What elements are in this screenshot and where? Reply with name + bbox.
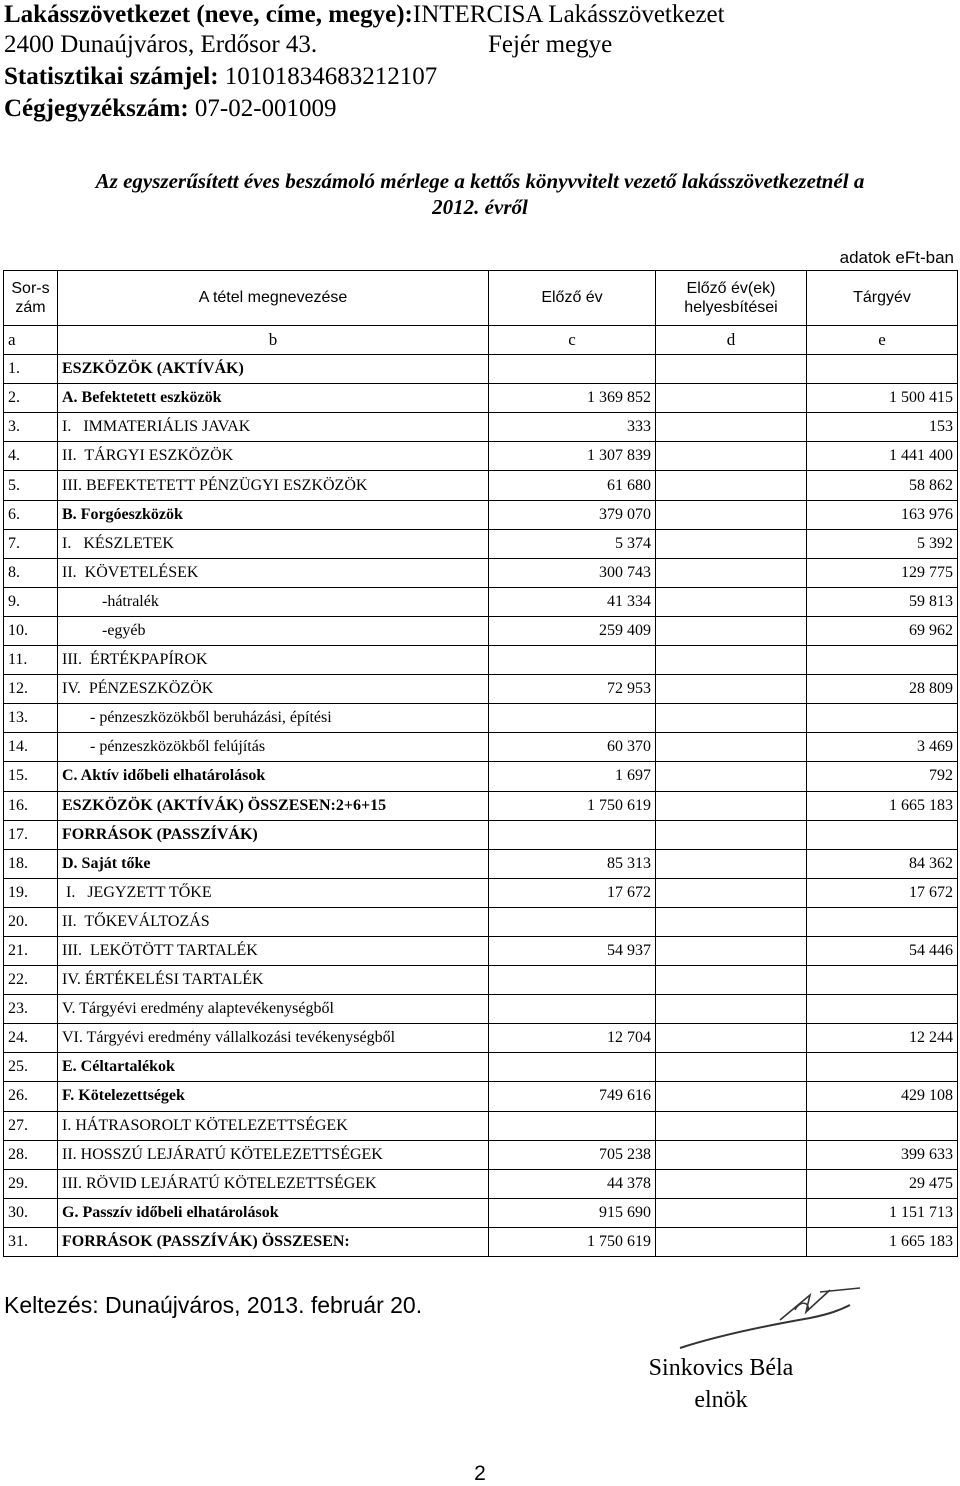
row-prev-year: 17 672 bbox=[489, 878, 656, 907]
row-corrections bbox=[656, 471, 807, 500]
row-corrections bbox=[656, 1082, 807, 1111]
row-label: -hátralék bbox=[58, 587, 489, 616]
row-corrections bbox=[656, 791, 807, 820]
row-number: 10. bbox=[4, 616, 58, 645]
table-row bbox=[4, 762, 958, 791]
row-prev-year: 333 bbox=[489, 413, 656, 442]
title-line-2: 2012. évről bbox=[432, 195, 528, 219]
row-current-year bbox=[807, 704, 958, 733]
signer-name: Sinkovics Béla bbox=[648, 1355, 794, 1381]
row-corrections bbox=[656, 1169, 807, 1198]
cooperative-label: Lakásszövetkezet (neve, címe, megye): bbox=[4, 1, 413, 28]
column-letters-row bbox=[4, 326, 958, 355]
address: 2400 Dunaújváros, Erdősor 43. bbox=[4, 31, 318, 58]
row-prev-year bbox=[489, 995, 656, 1024]
row-current-year bbox=[807, 820, 958, 849]
row-number: 7. bbox=[4, 529, 58, 558]
row-prev-year: 60 370 bbox=[489, 733, 656, 762]
table-header-row bbox=[4, 271, 958, 326]
row-current-year bbox=[807, 966, 958, 995]
row-corrections bbox=[656, 1227, 807, 1256]
row-current-year: 69 962 bbox=[807, 616, 958, 645]
row-number: 30. bbox=[4, 1198, 58, 1227]
row-number: 22. bbox=[4, 966, 58, 995]
row-number: 11. bbox=[4, 646, 58, 675]
row-number: 12. bbox=[4, 675, 58, 704]
row-label: II. KÖVETELÉSEK bbox=[58, 558, 489, 587]
table-row bbox=[4, 1198, 958, 1227]
row-corrections bbox=[656, 384, 807, 413]
table-row bbox=[4, 733, 958, 762]
stat-id-label: Statisztikai számjel: bbox=[4, 63, 219, 90]
row-prev-year: 379 070 bbox=[489, 500, 656, 529]
col-header-curr: Tárgyév bbox=[807, 271, 958, 326]
row-prev-year: 1 750 619 bbox=[489, 1227, 656, 1256]
table-row bbox=[4, 995, 958, 1024]
dated-line: Keltezés: Dunaújváros, 2013. február 20. bbox=[4, 1292, 423, 1318]
col-header-prev: Előző év bbox=[489, 271, 656, 326]
row-prev-year: 749 616 bbox=[489, 1082, 656, 1111]
row-label: D. Saját tőke bbox=[58, 849, 489, 878]
row-label: II. TÁRGYI ESZKÖZÖK bbox=[58, 442, 489, 471]
table-row bbox=[4, 384, 958, 413]
row-prev-year bbox=[489, 966, 656, 995]
row-number: 20. bbox=[4, 907, 58, 936]
letter-e: e bbox=[807, 326, 958, 355]
row-corrections bbox=[656, 1024, 807, 1053]
row-current-year bbox=[807, 646, 958, 675]
document-title bbox=[0, 168, 960, 220]
row-label: -egyéb bbox=[58, 616, 489, 645]
row-prev-year: 1 369 852 bbox=[489, 384, 656, 413]
row-prev-year: 72 953 bbox=[489, 675, 656, 704]
row-corrections bbox=[656, 675, 807, 704]
row-label: F. Kötelezettségek bbox=[58, 1082, 489, 1111]
row-current-year: 163 976 bbox=[807, 500, 958, 529]
row-number: 2. bbox=[4, 384, 58, 413]
table-row bbox=[4, 1024, 958, 1053]
letter-d: d bbox=[656, 326, 807, 355]
table-row bbox=[4, 675, 958, 704]
row-prev-year: 1 307 839 bbox=[489, 442, 656, 471]
table-row bbox=[4, 413, 958, 442]
row-number: 19. bbox=[4, 878, 58, 907]
row-current-year: 17 672 bbox=[807, 878, 958, 907]
row-corrections bbox=[656, 1111, 807, 1140]
row-prev-year: 41 334 bbox=[489, 587, 656, 616]
row-number: 18. bbox=[4, 849, 58, 878]
table-row bbox=[4, 820, 958, 849]
row-current-year bbox=[807, 355, 958, 384]
row-number: 8. bbox=[4, 558, 58, 587]
row-label: B. Forgóeszközök bbox=[58, 500, 489, 529]
row-number: 24. bbox=[4, 1024, 58, 1053]
row-number: 21. bbox=[4, 936, 58, 965]
row-label: FORRÁSOK (PASSZÍVÁK) bbox=[58, 820, 489, 849]
table-row bbox=[4, 558, 958, 587]
row-prev-year: 61 680 bbox=[489, 471, 656, 500]
page-number: 2 bbox=[474, 1462, 486, 1485]
signer-title: elnök bbox=[694, 1387, 748, 1413]
row-current-year: 59 813 bbox=[807, 587, 958, 616]
row-label: - pénzeszközökből beruházási, építési bbox=[58, 704, 489, 733]
row-label: I. IMMATERIÁLIS JAVAK bbox=[58, 413, 489, 442]
row-prev-year bbox=[489, 704, 656, 733]
table-row bbox=[4, 791, 958, 820]
row-prev-year: 1 750 619 bbox=[489, 791, 656, 820]
header-line-address bbox=[4, 30, 613, 60]
header-line-stat-id bbox=[4, 62, 437, 92]
row-current-year bbox=[807, 1111, 958, 1140]
row-label: ESZKÖZÖK (AKTÍVÁK) ÖSSZESEN:2+6+15 bbox=[58, 791, 489, 820]
row-current-year: 28 809 bbox=[807, 675, 958, 704]
row-corrections bbox=[656, 936, 807, 965]
row-corrections bbox=[656, 413, 807, 442]
letter-c: c bbox=[489, 326, 656, 355]
row-number: 16. bbox=[4, 791, 58, 820]
row-prev-year: 705 238 bbox=[489, 1140, 656, 1169]
table-row bbox=[4, 500, 958, 529]
row-current-year bbox=[807, 907, 958, 936]
row-label: I. KÉSZLETEK bbox=[58, 529, 489, 558]
row-current-year bbox=[807, 1053, 958, 1082]
row-current-year bbox=[807, 995, 958, 1024]
row-corrections bbox=[656, 558, 807, 587]
row-number: 6. bbox=[4, 500, 58, 529]
row-current-year: 1 665 183 bbox=[807, 791, 958, 820]
row-number: 25. bbox=[4, 1053, 58, 1082]
row-corrections bbox=[656, 733, 807, 762]
row-number: 15. bbox=[4, 762, 58, 791]
row-corrections bbox=[656, 646, 807, 675]
table-row bbox=[4, 1140, 958, 1169]
row-corrections bbox=[656, 442, 807, 471]
row-corrections bbox=[656, 849, 807, 878]
col-header-sorszam: Sor-szám bbox=[4, 271, 58, 326]
row-current-year: 3 469 bbox=[807, 733, 958, 762]
row-corrections bbox=[656, 500, 807, 529]
row-current-year: 129 775 bbox=[807, 558, 958, 587]
row-number: 28. bbox=[4, 1140, 58, 1169]
row-current-year: 153 bbox=[807, 413, 958, 442]
table-row bbox=[4, 966, 958, 995]
company-reg-label: Cégjegyzékszám: bbox=[4, 95, 189, 122]
row-label: ESZKÖZÖK (AKTÍVÁK) bbox=[58, 355, 489, 384]
row-prev-year bbox=[489, 1111, 656, 1140]
row-label: FORRÁSOK (PASSZÍVÁK) ÖSSZESEN: bbox=[58, 1227, 489, 1256]
table-row bbox=[4, 849, 958, 878]
row-current-year: 54 446 bbox=[807, 936, 958, 965]
row-label: C. Aktív időbeli elhatárolások bbox=[58, 762, 489, 791]
row-label: IV. PÉNZESZKÖZÖK bbox=[58, 675, 489, 704]
row-number: 1. bbox=[4, 355, 58, 384]
row-label: IV. ÉRTÉKELÉSI TARTALÉK bbox=[58, 966, 489, 995]
row-corrections bbox=[656, 529, 807, 558]
row-prev-year: 12 704 bbox=[489, 1024, 656, 1053]
row-number: 13. bbox=[4, 704, 58, 733]
row-prev-year: 85 313 bbox=[489, 849, 656, 878]
row-label: I. HÁTRASOROLT KÖTELEZETTSÉGEK bbox=[58, 1111, 489, 1140]
cooperative-name: INTERCISA Lakásszövetkezet bbox=[412, 1, 725, 28]
row-label: III. RÖVID LEJÁRATÚ KÖTELEZETTSÉGEK bbox=[58, 1169, 489, 1198]
row-corrections bbox=[656, 587, 807, 616]
row-current-year: 1 500 415 bbox=[807, 384, 958, 413]
row-prev-year bbox=[489, 646, 656, 675]
table-row bbox=[4, 616, 958, 645]
row-corrections bbox=[656, 995, 807, 1024]
row-number: 14. bbox=[4, 733, 58, 762]
row-prev-year: 1 697 bbox=[489, 762, 656, 791]
row-prev-year: 915 690 bbox=[489, 1198, 656, 1227]
table-row bbox=[4, 471, 958, 500]
letter-a: a bbox=[4, 326, 58, 355]
row-label: V. Tárgyévi eredmény alaptevékenységből bbox=[58, 995, 489, 1024]
table-row bbox=[4, 529, 958, 558]
row-label: I. JEGYZETT TŐKE bbox=[58, 878, 489, 907]
row-prev-year: 44 378 bbox=[489, 1169, 656, 1198]
row-current-year: 429 108 bbox=[807, 1082, 958, 1111]
row-current-year: 5 392 bbox=[807, 529, 958, 558]
row-prev-year: 300 743 bbox=[489, 558, 656, 587]
row-corrections bbox=[656, 1198, 807, 1227]
row-current-year: 792 bbox=[807, 762, 958, 791]
row-number: 3. bbox=[4, 413, 58, 442]
table-row bbox=[4, 704, 958, 733]
row-corrections bbox=[656, 966, 807, 995]
row-corrections bbox=[656, 907, 807, 936]
table-row bbox=[4, 1111, 958, 1140]
row-current-year: 1 665 183 bbox=[807, 1227, 958, 1256]
row-number: 27. bbox=[4, 1111, 58, 1140]
row-number: 5. bbox=[4, 471, 58, 500]
row-current-year: 399 633 bbox=[807, 1140, 958, 1169]
header-line-cooperative bbox=[4, 0, 725, 30]
signer-block bbox=[646, 1352, 796, 1416]
row-corrections bbox=[656, 1140, 807, 1169]
row-label: III. LEKÖTÖTT TARTALÉK bbox=[58, 936, 489, 965]
row-label: II. TŐKEVÁLTOZÁS bbox=[58, 907, 489, 936]
col-header-corr: Előző év(ek) helyesbítései bbox=[656, 271, 807, 326]
row-number: 31. bbox=[4, 1227, 58, 1256]
table-row bbox=[4, 355, 958, 384]
title-line-1: Az egyszerűsített éves beszámoló mérlege a kettős könyvvitelt vezető lakásszövetkezetnél a bbox=[95, 169, 865, 193]
row-label: A. Befektetett eszközök bbox=[58, 384, 489, 413]
balance-sheet-table bbox=[3, 270, 958, 1257]
row-corrections bbox=[656, 355, 807, 384]
row-current-year: 12 244 bbox=[807, 1024, 958, 1053]
row-current-year: 58 862 bbox=[807, 471, 958, 500]
table-row bbox=[4, 878, 958, 907]
header-line-company-reg bbox=[4, 94, 337, 124]
row-prev-year: 259 409 bbox=[489, 616, 656, 645]
row-number: 9. bbox=[4, 587, 58, 616]
table-row bbox=[4, 936, 958, 965]
table-row bbox=[4, 1169, 958, 1198]
row-current-year: 29 475 bbox=[807, 1169, 958, 1198]
row-prev-year bbox=[489, 820, 656, 849]
row-prev-year: 5 374 bbox=[489, 529, 656, 558]
row-corrections bbox=[656, 616, 807, 645]
row-corrections bbox=[656, 1053, 807, 1082]
signature-image bbox=[660, 1280, 880, 1360]
row-label: - pénzeszközökből felújítás bbox=[58, 733, 489, 762]
row-label: II. HOSSZÚ LEJÁRATÚ KÖTELEZETTSÉGEK bbox=[58, 1140, 489, 1169]
row-label: III. BEFEKTETETT PÉNZÜGYI ESZKÖZÖK bbox=[58, 471, 489, 500]
row-prev-year bbox=[489, 907, 656, 936]
row-corrections bbox=[656, 762, 807, 791]
table-row bbox=[4, 1227, 958, 1256]
row-number: 29. bbox=[4, 1169, 58, 1198]
table-row bbox=[4, 1082, 958, 1111]
county: Fejér megye bbox=[488, 31, 613, 58]
stat-id-value: 10101834683212107 bbox=[218, 63, 438, 90]
row-prev-year bbox=[489, 355, 656, 384]
units-note: adatok eFt-ban bbox=[839, 248, 954, 267]
table-row bbox=[4, 442, 958, 471]
row-prev-year bbox=[489, 1053, 656, 1082]
row-prev-year: 54 937 bbox=[489, 936, 656, 965]
row-current-year: 1 441 400 bbox=[807, 442, 958, 471]
row-number: 17. bbox=[4, 820, 58, 849]
letter-b: b bbox=[58, 326, 489, 355]
row-number: 23. bbox=[4, 995, 58, 1024]
row-corrections bbox=[656, 704, 807, 733]
row-label: VI. Tárgyévi eredmény vállalkozási tevékenységből bbox=[58, 1024, 489, 1053]
row-label: E. Céltartalékok bbox=[58, 1053, 489, 1082]
table-row bbox=[4, 907, 958, 936]
company-reg-value: 07-02-001009 bbox=[188, 95, 337, 122]
row-number: 26. bbox=[4, 1082, 58, 1111]
table-row bbox=[4, 587, 958, 616]
row-corrections bbox=[656, 878, 807, 907]
table-row bbox=[4, 646, 958, 675]
row-current-year: 1 151 713 bbox=[807, 1198, 958, 1227]
row-corrections bbox=[656, 820, 807, 849]
row-label: G. Passzív időbeli elhatárolások bbox=[58, 1198, 489, 1227]
row-label: III. ÉRTÉKPAPÍROK bbox=[58, 646, 489, 675]
row-current-year: 84 362 bbox=[807, 849, 958, 878]
col-header-name: A tétel megnevezése bbox=[58, 271, 489, 326]
table-row bbox=[4, 1053, 958, 1082]
row-number: 4. bbox=[4, 442, 58, 471]
